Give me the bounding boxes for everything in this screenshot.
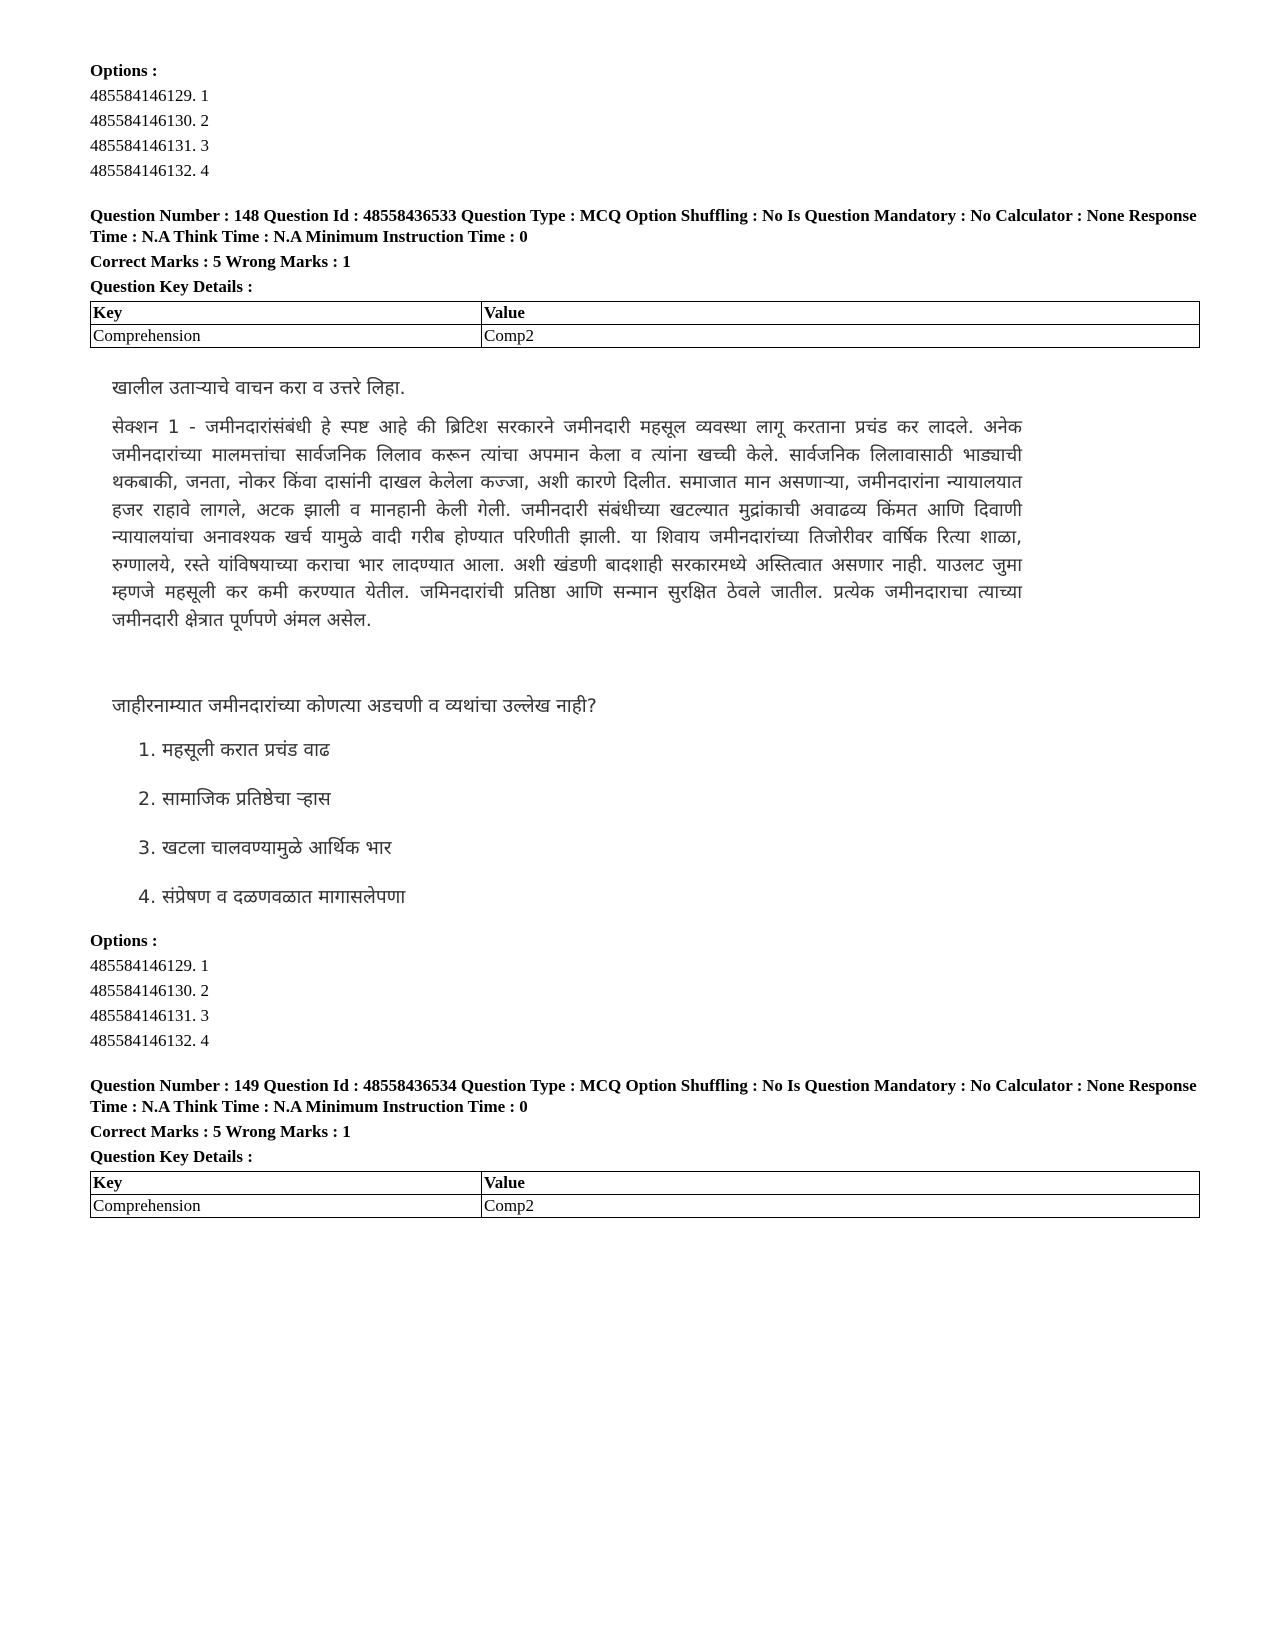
value-column-header: Value [482, 1172, 1200, 1195]
key-cell: Comprehension [91, 325, 482, 348]
option-item: 485584146131. 3 [90, 136, 209, 155]
options-title: Options : [90, 61, 158, 80]
choice-item: 4. संप्रेषण व दळणवळात मागासलेपणा [138, 886, 406, 908]
question-image [112, 374, 1022, 911]
question-paper-page [90, 58, 1200, 1218]
key-column-header: Key [91, 302, 482, 325]
option-item: 485584146129. 1 [90, 86, 209, 105]
question-text: जाहीरनाम्यात जमीनदारांच्या कोणत्या अडचणी व व्यथांचा उल्लेख नाही? [112, 695, 597, 717]
table-header-row [91, 302, 1200, 325]
table-row [91, 1195, 1200, 1218]
option-item: 485584146129. 1 [90, 956, 209, 975]
options-section [90, 928, 1200, 1053]
table-row [91, 325, 1200, 348]
choice-item: 3. खटला चालवण्यामुळे आर्थिक भार [138, 837, 392, 859]
option-item: 485584146130. 2 [90, 981, 209, 1000]
key-cell: Comprehension [91, 1195, 482, 1218]
option-item: 485584146132. 4 [90, 1031, 209, 1050]
value-cell: Comp2 [482, 1195, 1200, 1218]
option-item: 485584146130. 2 [90, 111, 209, 130]
passage-instruction: खालील उताऱ्याचे वाचन करा व उत्तरे लिहा. [112, 377, 406, 399]
question-149 [90, 1075, 1200, 1218]
option-item: 485584146131. 3 [90, 1006, 209, 1025]
value-cell: Comp2 [482, 325, 1200, 348]
value-column-header: Value [482, 302, 1200, 325]
choice-list [138, 736, 1022, 911]
question-header: Question Number : 149 Question Id : 48558436534 Question Type : MCQ Option Shuffling : No Is Question Mandatory : No Calculator : None Response Time : N.A Think Time : N.A Minimum Instruction Time : 0 [90, 1076, 1197, 1116]
passage-text: सेक्शन 1 - जमीनदारांसंबंधी हे स्पष्ट आहे की ब्रिटिश सरकारने जमीनदारी महसूल व्यवस्था लागू करताना प्रचंड कर लादले. अनेक जमीनदारांच्या मालमत्तांचा सार्वजनिक लिलाव करून त्यांचा अपमान केला व त्यांना खच्ची केले. सार्वजनिक लिलावासाठी भाड्याची थकबाकी, जनता, नोकर किंवा दासांनी दाखल केलेला कज्जा, अशी कारणे दिलीत. समाजात मान असणाऱ्या, जमीनदारांना न्यायालयात हजर राहावे लागले, अटक झाली व मानहानी केली गेली. जमीनदारी संबंधीच्या खटल्यात मुद्रांकाची अवाढव्य किंमत आणि दिवाणी न्यायालयांचा अनावश्यक खर्च यामुळे वादी गरीब होण्यात परिणीती झाली. या शिवाय जमीनदारांच्या तिजोरीवर वार्षिक रित्या शाळा, रुग्णालये, रस्ते यांविषयाच्या कराचा भार लादण्यात आला. अशी खंडणी बादशाही सरकारमध्ये अस्तित्वात असणार नाही. याउलट जुमा म्हणजे महसूली कर कमी करण्यात येतील. जमिनदारांची प्रतिष्ठा आणि सन्मान सुरक्षित ठेवले जातील. प्रत्येक जमीनदाराचा त्याच्या जमीनदारी क्षेत्रात पूर्णपणे अंमल असेल. [112, 417, 1022, 631]
question-148 [90, 205, 1200, 1053]
key-column-header: Key [91, 1172, 482, 1195]
top-options-section [90, 58, 1200, 183]
marks-line: Correct Marks : 5 Wrong Marks : 1 [90, 1122, 351, 1141]
options-title: Options : [90, 931, 158, 950]
option-item: 485584146132. 4 [90, 161, 209, 180]
key-value-table [90, 301, 1200, 348]
key-details-label: Question Key Details : [90, 277, 253, 296]
table-header-row [91, 1172, 1200, 1195]
choice-item: 2. सामाजिक प्रतिष्ठेचा ऱ्हास [138, 788, 331, 810]
choice-item: 1. महसूली करात प्रचंड वाढ [138, 739, 330, 761]
key-value-table [90, 1171, 1200, 1218]
question-header: Question Number : 148 Question Id : 48558436533 Question Type : MCQ Option Shuffling : No Is Question Mandatory : No Calculator : None Response Time : N.A Think Time : N.A Minimum Instruction Time : 0 [90, 206, 1197, 246]
key-details-label: Question Key Details : [90, 1147, 253, 1166]
marks-line: Correct Marks : 5 Wrong Marks : 1 [90, 252, 351, 271]
